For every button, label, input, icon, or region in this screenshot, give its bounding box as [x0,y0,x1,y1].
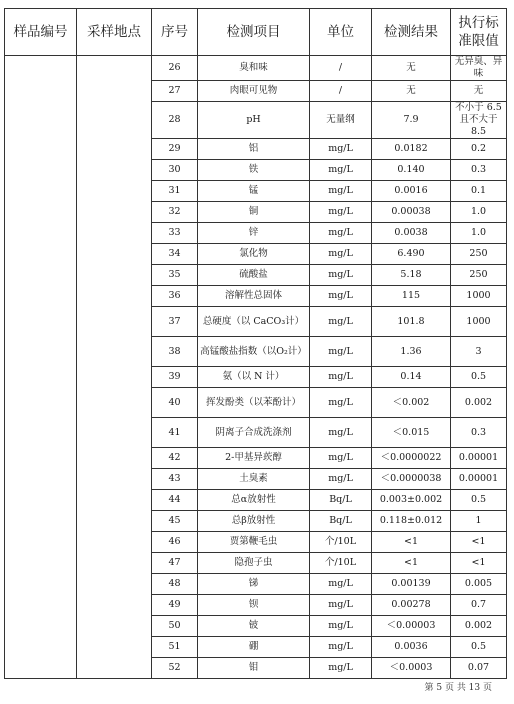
unit-cell: mg/L [310,160,372,181]
header-sampling-site: 采样地点 [77,9,152,56]
test-item-cell: 溶解性总固体 [198,286,310,307]
result-cell: 5.18 [372,265,451,286]
test-item-cell: 阴离子合成洗涤剂 [198,418,310,448]
limit-cell: 0.002 [451,388,507,418]
limit-cell: 1.0 [451,202,507,223]
test-item-cell: 总硬度（以 CaCO₃计） [198,307,310,337]
test-item-cell: 贾第鞭毛虫 [198,532,310,553]
result-cell: 0.00038 [372,202,451,223]
serial-no-cell: 35 [152,265,198,286]
test-item-cell: 钼 [198,658,310,679]
unit-cell: mg/L [310,139,372,160]
result-cell: 6.490 [372,244,451,265]
result-cell: 0.003±0.002 [372,490,451,511]
test-item-cell: 高锰酸盐指数（以O₂计） [198,337,310,367]
result-cell: 1.36 [372,337,451,367]
limit-cell: 0.1 [451,181,507,202]
result-cell: ＜0.015 [372,418,451,448]
unit-cell: mg/L [310,337,372,367]
unit-cell: mg/L [310,307,372,337]
header-test-item: 检测项目 [198,9,310,56]
serial-no-cell: 38 [152,337,198,367]
serial-no-cell: 29 [152,139,198,160]
serial-no-cell: 33 [152,223,198,244]
header-serial-no: 序号 [152,9,198,56]
serial-no-cell: 26 [152,56,198,81]
unit-cell: mg/L [310,418,372,448]
serial-no-cell: 41 [152,418,198,448]
limit-cell: 0.3 [451,418,507,448]
serial-no-cell: 52 [152,658,198,679]
unit-cell: mg/L [310,388,372,418]
limit-cell: 0.002 [451,616,507,637]
unit-cell: mg/L [310,448,372,469]
sampling-site-cell [77,56,152,679]
result-cell: 0.0038 [372,223,451,244]
unit-cell: 个/10L [310,553,372,574]
limit-cell: 0.5 [451,637,507,658]
serial-no-cell: 48 [152,574,198,595]
unit-cell: mg/L [310,286,372,307]
result-cell: 0.140 [372,160,451,181]
result-cell: 0.14 [372,367,451,388]
sample-id-cell [5,56,77,679]
result-cell: 无 [372,56,451,81]
result-cell: ＜0.0000022 [372,448,451,469]
unit-cell: mg/L [310,223,372,244]
serial-no-cell: 27 [152,81,198,102]
test-item-cell: pH [198,102,310,139]
limit-cell: 250 [451,265,507,286]
test-item-cell: 臭和味 [198,56,310,81]
test-item-cell: 铍 [198,616,310,637]
limit-cell: 0.5 [451,367,507,388]
test-results-table [4,8,507,679]
unit-cell: mg/L [310,367,372,388]
result-cell: ＜0.0003 [372,658,451,679]
test-item-cell: 氯化物 [198,244,310,265]
test-item-cell: 总α放射性 [198,490,310,511]
unit-cell: Bq/L [310,490,372,511]
limit-cell: 0.00001 [451,448,507,469]
serial-no-cell: 47 [152,553,198,574]
limit-cell: 无异臭、异味 [451,56,507,81]
table-row [5,56,507,81]
limit-cell: 0.3 [451,160,507,181]
test-item-cell: 肉眼可见物 [198,81,310,102]
serial-no-cell: 50 [152,616,198,637]
result-cell: 0.0182 [372,139,451,160]
test-item-cell: 氨（以 N 计） [198,367,310,388]
test-item-cell: 土臭素 [198,469,310,490]
header-sample-id: 样品编号 [5,9,77,56]
test-item-cell: 锌 [198,223,310,244]
result-cell: 0.0036 [372,637,451,658]
result-cell: 0.0016 [372,181,451,202]
serial-no-cell: 39 [152,367,198,388]
header-unit: 单位 [310,9,372,56]
result-cell: 7.9 [372,102,451,139]
unit-cell: mg/L [310,244,372,265]
unit-cell: mg/L [310,658,372,679]
limit-cell: 1.0 [451,223,507,244]
limit-cell: 不小于 6.5 且不大于 8.5 [451,102,507,139]
serial-no-cell: 28 [152,102,198,139]
test-item-cell: 2-甲基异莰醇 [198,448,310,469]
header-limit: 执行标准限值 [451,9,507,56]
test-item-cell: 隐孢子虫 [198,553,310,574]
serial-no-cell: 36 [152,286,198,307]
limit-cell: <1 [451,553,507,574]
limit-cell: 0.7 [451,595,507,616]
header-result: 检测结果 [372,9,451,56]
result-cell: 101.8 [372,307,451,337]
serial-no-cell: 44 [152,490,198,511]
limit-cell: 无 [451,81,507,102]
serial-no-cell: 46 [152,532,198,553]
test-item-cell: 铜 [198,202,310,223]
limit-cell: 3 [451,337,507,367]
test-item-cell: 锑 [198,574,310,595]
limit-cell: 0.5 [451,490,507,511]
result-cell: ＜0.0000038 [372,469,451,490]
unit-cell: mg/L [310,637,372,658]
result-cell: 无 [372,81,451,102]
result-cell: <1 [372,532,451,553]
limit-cell: 1000 [451,286,507,307]
serial-no-cell: 40 [152,388,198,418]
header-row [5,9,507,56]
test-item-cell: 锰 [198,181,310,202]
test-item-cell: 钡 [198,595,310,616]
unit-cell: mg/L [310,574,372,595]
serial-no-cell: 31 [152,181,198,202]
test-item-cell: 铁 [198,160,310,181]
limit-cell: 0.2 [451,139,507,160]
test-item-cell: 挥发酚类（以苯酚计） [198,388,310,418]
result-cell: 115 [372,286,451,307]
result-cell: ＜0.00003 [372,616,451,637]
result-cell: ＜0.002 [372,388,451,418]
unit-cell: mg/L [310,469,372,490]
unit-cell: mg/L [310,595,372,616]
serial-no-cell: 34 [152,244,198,265]
unit-cell: / [310,56,372,81]
serial-no-cell: 42 [152,448,198,469]
result-cell: 0.118±0.012 [372,511,451,532]
test-item-cell: 硼 [198,637,310,658]
limit-cell: 0.07 [451,658,507,679]
serial-no-cell: 49 [152,595,198,616]
serial-no-cell: 43 [152,469,198,490]
result-cell: 0.00278 [372,595,451,616]
serial-no-cell: 30 [152,160,198,181]
test-item-cell: 铝 [198,139,310,160]
limit-cell: 0.00001 [451,469,507,490]
page-number: 第 5 页 共 13 页 [424,683,492,693]
serial-no-cell: 32 [152,202,198,223]
unit-cell: Bq/L [310,511,372,532]
test-item-cell: 硫酸盐 [198,265,310,286]
serial-no-cell: 37 [152,307,198,337]
unit-cell: mg/L [310,181,372,202]
serial-no-cell: 45 [152,511,198,532]
unit-cell: 个/10L [310,532,372,553]
unit-cell: 无量纲 [310,102,372,139]
result-cell: 0.00139 [372,574,451,595]
limit-cell: 250 [451,244,507,265]
limit-cell: 1000 [451,307,507,337]
limit-cell: 0.005 [451,574,507,595]
test-item-cell: 总β放射性 [198,511,310,532]
unit-cell: / [310,81,372,102]
unit-cell: mg/L [310,265,372,286]
unit-cell: mg/L [310,616,372,637]
limit-cell: 1 [451,511,507,532]
serial-no-cell: 51 [152,637,198,658]
result-cell: <1 [372,553,451,574]
unit-cell: mg/L [310,202,372,223]
limit-cell: <1 [451,532,507,553]
